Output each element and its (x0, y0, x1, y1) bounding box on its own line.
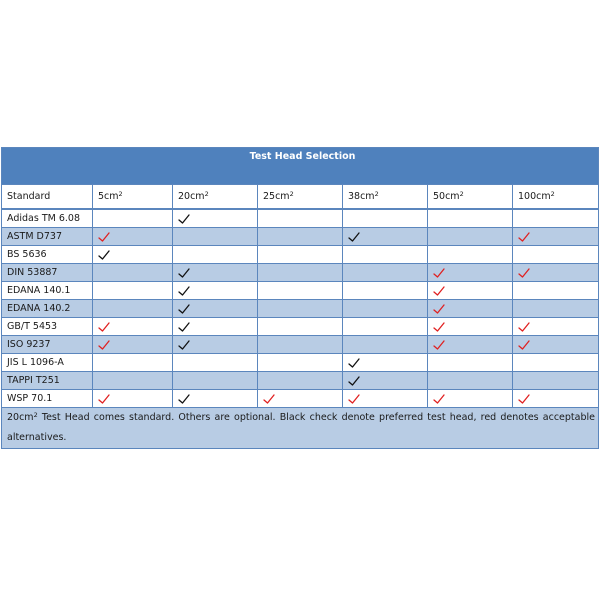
column-header-100cm: $100cm^2$ (513, 185, 599, 210)
preferred-check-icon (178, 286, 190, 296)
mark-cell (343, 300, 428, 318)
standard-name-cell: ISO 9237 (2, 336, 93, 354)
standard-name-cell: TAPPI T251 (2, 372, 93, 390)
mark-cell (173, 264, 258, 282)
preferred-check-icon (348, 358, 360, 368)
mark-cell (93, 318, 173, 336)
mark-cell (173, 209, 258, 228)
footnote-cell (2, 408, 599, 449)
mark-cell (258, 282, 343, 300)
mark-cell (93, 246, 173, 264)
mark-cell (513, 246, 599, 264)
preferred-check-icon (178, 322, 190, 332)
column-header-38cm: $38cm^2$ (343, 185, 428, 210)
mark-cell (343, 282, 428, 300)
test-head-selection-table (1, 147, 599, 449)
alternative-check-icon (98, 232, 110, 242)
table-row (2, 209, 599, 228)
alternative-check-icon (348, 394, 360, 404)
mark-cell (513, 318, 599, 336)
mark-cell (428, 228, 513, 246)
mark-cell (93, 209, 173, 228)
column-header-50cm: $50cm^2$ (428, 185, 513, 210)
standard-name-cell: EDANA 140.2 (2, 300, 93, 318)
standard-name-cell: WSP 70.1 (2, 390, 93, 408)
mark-cell (173, 228, 258, 246)
alternative-check-icon (518, 394, 530, 404)
mark-cell (173, 282, 258, 300)
mark-cell (343, 246, 428, 264)
alternative-check-icon (518, 340, 530, 350)
mark-cell (428, 336, 513, 354)
table-row (2, 246, 599, 264)
standard-name-cell: GB/T 5453 (2, 318, 93, 336)
column-header-row (2, 185, 599, 210)
mark-cell (258, 300, 343, 318)
mark-cell (173, 354, 258, 372)
preferred-check-icon (178, 394, 190, 404)
mark-cell (343, 209, 428, 228)
mark-cell (93, 264, 173, 282)
mark-cell (173, 300, 258, 318)
mark-cell (343, 390, 428, 408)
standard-name-cell: Adidas TM 6.08 (2, 209, 93, 228)
alternative-check-icon (98, 322, 110, 332)
standard-name-cell: EDANA 140.1 (2, 282, 93, 300)
preferred-check-icon (178, 214, 190, 224)
mark-cell (428, 390, 513, 408)
mark-cell (258, 264, 343, 282)
table-row (2, 336, 599, 354)
standard-name-cell: DIN 53887 (2, 264, 93, 282)
mark-cell (513, 372, 599, 390)
mark-cell (258, 336, 343, 354)
mark-cell (428, 354, 513, 372)
footnote-size: $20cm^2$ (7, 411, 38, 423)
mark-cell (258, 390, 343, 408)
preferred-check-icon (348, 232, 360, 242)
mark-cell (258, 228, 343, 246)
mark-cell (428, 246, 513, 264)
standard-name-cell: ASTM D737 (2, 228, 93, 246)
mark-cell (428, 209, 513, 228)
mark-cell (513, 354, 599, 372)
mark-cell (513, 282, 599, 300)
mark-cell (173, 372, 258, 390)
mark-cell (258, 209, 343, 228)
mark-cell (258, 372, 343, 390)
mark-cell (428, 318, 513, 336)
mark-cell (343, 372, 428, 390)
mark-cell (513, 336, 599, 354)
column-header-standard: Standard (2, 185, 93, 210)
alternative-check-icon (518, 322, 530, 332)
standard-name-cell: JIS L 1096-A (2, 354, 93, 372)
mark-cell (93, 354, 173, 372)
mark-cell (428, 282, 513, 300)
alternative-check-icon (433, 340, 445, 350)
column-header-25cm: $25cm^2$ (258, 185, 343, 210)
mark-cell (343, 336, 428, 354)
mark-cell (93, 336, 173, 354)
preferred-check-icon (178, 304, 190, 314)
mark-cell (343, 354, 428, 372)
mark-cell (258, 354, 343, 372)
alternative-check-icon (98, 340, 110, 350)
mark-cell (93, 300, 173, 318)
table-row (2, 282, 599, 300)
mark-cell (428, 300, 513, 318)
alternative-check-icon (433, 322, 445, 332)
alternative-check-icon (433, 304, 445, 314)
mark-cell (93, 282, 173, 300)
alternative-check-icon (518, 232, 530, 242)
mark-cell (513, 300, 599, 318)
table-row (2, 228, 599, 246)
mark-cell (258, 246, 343, 264)
table-row (2, 372, 599, 390)
mark-cell (258, 318, 343, 336)
mark-cell (343, 264, 428, 282)
mark-cell (428, 372, 513, 390)
mark-cell (513, 390, 599, 408)
mark-cell (513, 228, 599, 246)
alternative-check-icon (433, 268, 445, 278)
table-row (2, 390, 599, 408)
alternative-check-icon (433, 394, 445, 404)
standard-name-cell: BS 5636 (2, 246, 93, 264)
mark-cell (93, 228, 173, 246)
column-header-20cm: $20cm^2$ (173, 185, 258, 210)
footnote-text: Test Head comes standard. Others are optional. Black check denote preferred test head, red denotes acceptable alternatives. (7, 412, 595, 443)
preferred-check-icon (178, 268, 190, 278)
mark-cell (173, 336, 258, 354)
column-header-5cm: $5cm^2$ (93, 185, 173, 210)
table-row (2, 318, 599, 336)
mark-cell (173, 246, 258, 264)
preferred-check-icon (178, 340, 190, 350)
table-body (2, 209, 599, 408)
mark-cell (428, 264, 513, 282)
mark-cell (173, 390, 258, 408)
table-row (2, 264, 599, 282)
table-row (2, 300, 599, 318)
table-row (2, 354, 599, 372)
title-row (2, 148, 599, 185)
preferred-check-icon (98, 250, 110, 260)
alternative-check-icon (518, 268, 530, 278)
table-title: Test Head Selection (2, 148, 599, 185)
mark-cell (513, 209, 599, 228)
mark-cell (513, 264, 599, 282)
mark-cell (173, 318, 258, 336)
mark-cell (343, 228, 428, 246)
alternative-check-icon (98, 394, 110, 404)
alternative-check-icon (263, 394, 275, 404)
mark-cell (93, 372, 173, 390)
footnote-row (2, 408, 599, 449)
alternative-check-icon (433, 286, 445, 296)
mark-cell (343, 318, 428, 336)
preferred-check-icon (348, 376, 360, 386)
test-head-selection-table-container (1, 147, 598, 449)
mark-cell (93, 390, 173, 408)
